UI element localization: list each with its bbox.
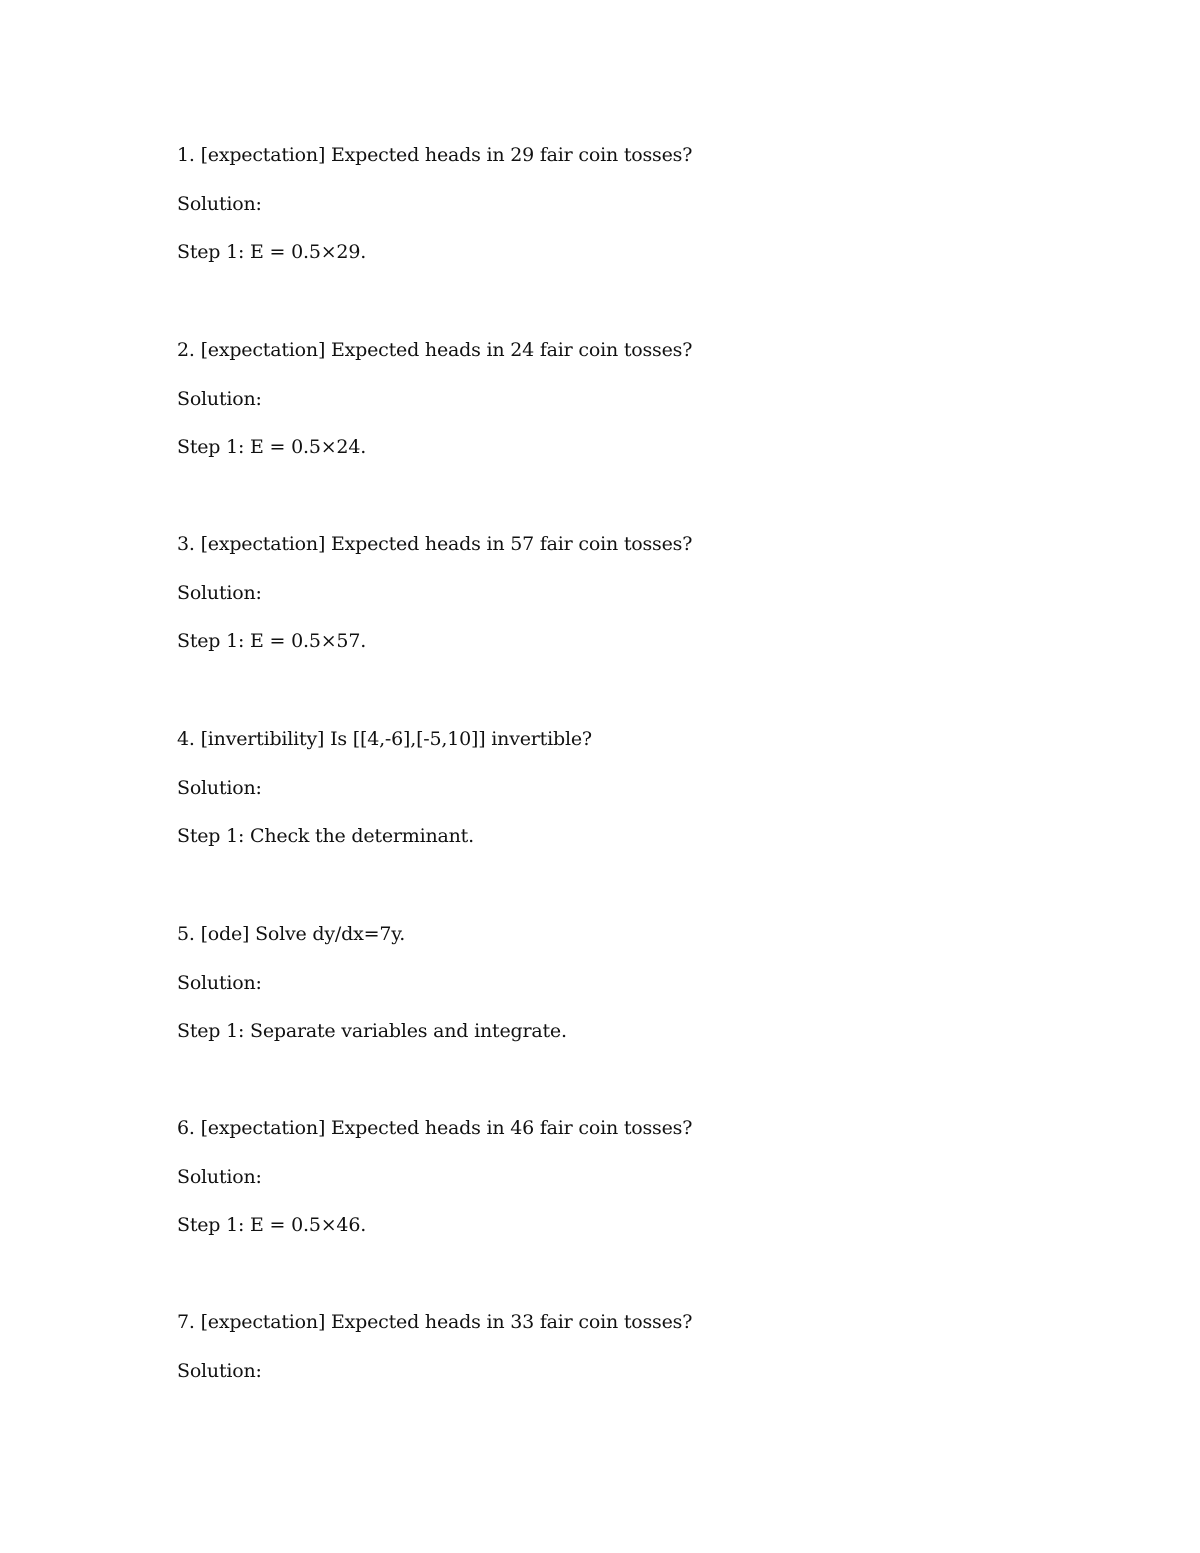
solution-label: Solution:: [177, 582, 262, 604]
solution-step: Step 1: E = 0.5×24.: [177, 436, 367, 458]
solution-label: Solution:: [177, 1360, 262, 1382]
solution-label: Solution:: [177, 777, 262, 799]
problem-question: 4. [invertibility] Is [[4,-6],[-5,10]] invertible?: [177, 728, 592, 750]
solution-step: Step 1: E = 0.5×57.: [177, 630, 367, 652]
problem-question: 2. [expectation] Expected heads in 24 fair coin tosses?: [177, 339, 693, 361]
problem-question: 6. [expectation] Expected heads in 46 fair coin tosses?: [177, 1117, 693, 1139]
solution-label: Solution:: [177, 388, 262, 410]
problem-question: 3. [expectation] Expected heads in 57 fair coin tosses?: [177, 533, 693, 555]
solution-step: Step 1: E = 0.5×46.: [177, 1214, 367, 1236]
solution-step: Step 1: Check the determinant.: [177, 825, 474, 847]
problem-question: 5. [ode] Solve dy/dx=7y.: [177, 923, 406, 945]
solution-step: Step 1: Separate variables and integrate.: [177, 1020, 567, 1042]
solution-label: Solution:: [177, 193, 262, 215]
problem-question: 1. [expectation] Expected heads in 29 fair coin tosses?: [177, 144, 693, 166]
solution-label: Solution:: [177, 1166, 262, 1188]
problem-question: 7. [expectation] Expected heads in 33 fair coin tosses?: [177, 1311, 693, 1333]
solution-label: Solution:: [177, 972, 262, 994]
solution-step: Step 1: E = 0.5×29.: [177, 241, 367, 263]
